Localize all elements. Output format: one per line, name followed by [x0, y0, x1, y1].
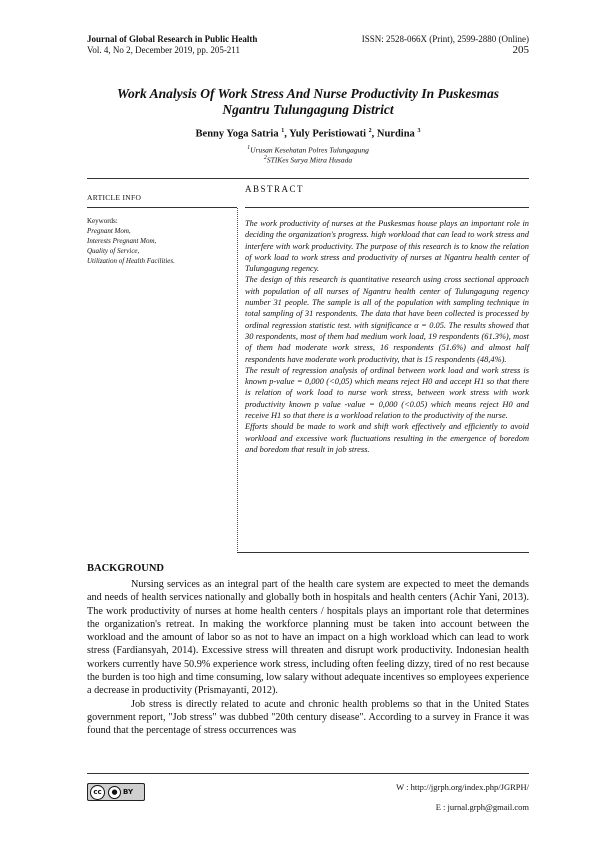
keyword: Interests Pregnant Mom,: [87, 237, 157, 245]
footer-divider: [87, 773, 529, 774]
divider-abstract: [245, 207, 529, 208]
website-link[interactable]: W : http://jgrph.org/index.php/JGRPH/: [396, 782, 529, 792]
author-name: Yuly Peristiowati: [289, 128, 366, 140]
journal-name: Journal of Global Research in Public Health: [87, 34, 258, 44]
affiliation: [87, 145, 529, 155]
abstract-body: [245, 218, 529, 455]
cc-license-badge[interactable]: [87, 783, 145, 801]
keywords-heading: Keywords:: [87, 217, 118, 225]
affiliation-text: STIKes Surya Mitra Husada: [266, 155, 353, 165]
column-divider: [237, 208, 238, 551]
title-line-2: Ngantru Tulungagung District: [222, 102, 394, 117]
keyword: Quality of Service,: [87, 247, 140, 255]
body-paragraph: Job stress is directly related to acute and chronic health problems so that in the United States government report, "Job stress" was dubbed "20th century disease". According to a survey in France it was found that the percentage of stress occurrences was: [87, 698, 529, 737]
affiliation-sup: 2: [263, 155, 267, 161]
author-sep: ,: [284, 128, 290, 140]
affiliation-text: Urusan Kesehatan Polres Tulungagung: [250, 145, 369, 155]
keyword: Utilization of Health Facilities.: [87, 257, 175, 265]
paper-title: [87, 86, 529, 118]
abstract-paragraph: The design of this research is quantitative research using cross sectional approach with population of all nurses of Ngantru health center of Tulungagung regency number 31 people. The sample is all of the population with sampling technique in total sampling of 31 respondents. The data that have been collected is processed by ordinal regression statistic test. with significance α = 0.05. The results showed that 30 respondents, most of them had medium work load, 19 respondents (61.3%), most of them had moderate work stress, 16 respondents (51.6%) and almost half respondents have moderate work productivity, that is 15 respondents (48,4%).: [245, 275, 529, 364]
author-name: Nurdina: [376, 128, 415, 140]
issn: ISSN: 2528-066X (Print), 2599-2880 (Online): [361, 34, 529, 44]
email-link[interactable]: E : jurnal.grph@gmail.com: [435, 802, 529, 812]
keywords-block: [87, 216, 237, 266]
person-icon: ●: [108, 786, 121, 799]
page-number: 205: [512, 44, 529, 56]
divider-top: [87, 178, 529, 179]
article-info-label: ARTICLE INFO: [87, 193, 142, 202]
volume-info: Vol. 4, No 2, December 2019, pp. 205-211: [87, 45, 240, 55]
divider-article-info: [87, 207, 237, 208]
affiliation: [87, 155, 529, 165]
affiliation-sup: 1: [247, 145, 251, 151]
abstract-paragraph: The result of regression analysis of ordinal between work load and work stress is known p-value = 0,000 (<0,05) which means reject H0 and accept H1 so that there is relation of work load to nurse work stress, between work stress with work productivity known p value -value = 0,000 (<0.05) which means reject H0 and receive H1 so that there is a workload relation to the productivity of the nurse.: [245, 365, 529, 421]
author-name: Benny Yoga Satria: [195, 128, 279, 140]
abstract-label: ABSTRACT: [245, 184, 305, 194]
author-list: [87, 128, 529, 140]
license-by-label: BY: [123, 788, 134, 796]
abstract-paragraph: The work productivity of nurses at the Puskesmas house plays an important role in deciding the organization's progress. high workload that can lead to work stress and interfere with work productivity. The purpose of this research is to know the relation of work load to work stress and productivity of nurses at Ngantru health center of Tulungagung regency.: [245, 219, 529, 274]
section-heading: BACKGROUND: [87, 563, 165, 574]
body-paragraph: Nursing services as an integral part of the health care system are expected to meet the demands and needs of health services nationally and globally both in hospitals and health centers (Achir Yani, 2013). The work productivity of nurses at home health centers / hospitals plays an important role that determines the organization's retreat. In making the workforce planning must be taken into account between the workload and the amount of labor so as not to have an impact on a high workload which can lead to work stress (Fardiansyah, 2014). Excessive stress will threaten and disrupt work productivity. Indonesian health workers currently have 50.9% experience work stress, including often feeling dizzy, tired of no rest because the burden is too high and time consuming, low salary without adequate incentives so employees experience a decrease in productivity (Prismayanti, 2012).: [87, 579, 529, 697]
author-sup: 1: [281, 128, 285, 134]
title-line-1: Work Analysis Of Work Stress And Nurse Productivity In Puskesmas: [117, 86, 499, 101]
section-body: [87, 578, 529, 738]
author-sup: 3: [417, 128, 421, 134]
keyword: Pregnant Mom,: [87, 227, 131, 235]
author-sup: 2: [368, 128, 372, 134]
divider-abstract-bottom: [237, 552, 529, 553]
cc-icon: cc: [90, 785, 105, 800]
abstract-paragraph: Efforts should be made to work and shift work effectively and efficiently to avoid workload and excessive work fluctuations resulting in the emergence of boredom and boredom that result in job stress.: [245, 422, 529, 454]
author-sep: ,: [371, 128, 377, 140]
